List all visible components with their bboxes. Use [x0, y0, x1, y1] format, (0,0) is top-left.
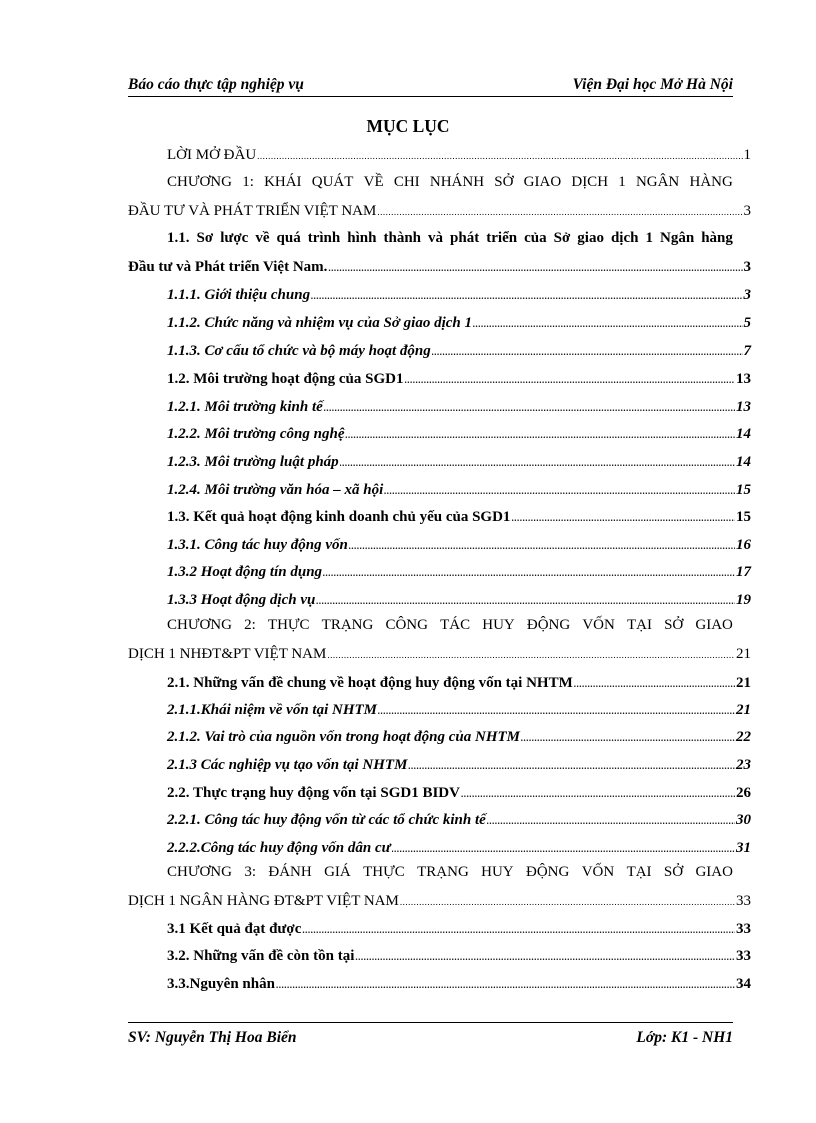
toc-entry[interactable]	[167, 674, 751, 692]
toc-entry-title: 2.1.3 Các nghiệp vụ tạo vốn tại NHTM	[167, 757, 408, 773]
toc-entry-title: 1.1.3. Cơ cấu tổ chức và bộ máy hoạt động	[167, 343, 431, 359]
toc-entry[interactable]	[167, 536, 751, 554]
toc-entry-title: 2.2. Thực trạng huy động vốn tại SGD1 BIDV	[167, 785, 460, 801]
toc-dot-leader	[257, 152, 742, 161]
toc-entry[interactable]	[167, 784, 751, 802]
header-institution: Viện Đại học Mở Hà Nội	[572, 76, 733, 93]
toc-dot-leader	[487, 817, 735, 826]
toc-dot-leader	[473, 320, 743, 329]
toc-page-number: 13	[736, 399, 751, 415]
toc-page-number: 33	[736, 921, 751, 937]
toc-page-number: 26	[736, 785, 751, 801]
toc-entry[interactable]	[167, 481, 751, 499]
toc-entry[interactable]	[167, 286, 751, 304]
toc-entry-title: 2.2.2.Công tác huy động vốn dân cư	[167, 840, 391, 856]
toc-dot-leader	[408, 762, 735, 771]
toc-dot-leader	[574, 680, 735, 689]
toc-entry[interactable]	[167, 920, 751, 938]
toc-entry-title: 2.1. Những vấn đề chung về hoạt động huy động vốn tại NHTM	[167, 675, 573, 691]
toc-entry[interactable]	[167, 728, 751, 746]
toc-page-number: 21	[736, 675, 751, 691]
toc-page-number: 30	[736, 812, 751, 828]
toc-entry[interactable]	[167, 563, 751, 581]
toc-dot-leader	[461, 790, 735, 799]
toc-dot-leader	[349, 542, 735, 551]
toc-page-number: 21	[736, 646, 751, 662]
toc-entry-first-line[interactable]: CHƯƠNG 1: KHÁI QUÁT VỀ CHI NHÁNH SỞ GIAO DỊCH 1 NGÂN HÀNG	[167, 174, 733, 190]
toc-entry[interactable]	[128, 892, 751, 910]
toc-page-number: 23	[736, 757, 751, 773]
toc-page-number: 17	[736, 564, 751, 580]
toc-dot-leader	[378, 707, 735, 716]
toc-page-number: 15	[736, 482, 751, 498]
toc-page-number: 5	[743, 315, 751, 331]
toc-entry-title: Đầu tư và Phát triển Việt Nam.	[128, 259, 328, 275]
toc-entry-title: ĐẦU TƯ VÀ PHÁT TRIỂN VIỆT NAM	[128, 203, 377, 219]
toc-entry-first-line[interactable]: 1.1. Sơ lược về quá trình hình thành và phát triển của Sở giao dịch 1 Ngân hàng	[167, 230, 733, 246]
toc-entry[interactable]	[167, 508, 751, 526]
toc-entry-title: 2.2.1. Công tác huy động vốn từ các tổ chức kinh tế	[167, 812, 486, 828]
toc-page-number: 16	[736, 537, 751, 553]
toc-entry-title: DỊCH 1 NHĐT&PT VIỆT NAM	[128, 646, 327, 662]
toc-entry-title: 3.1 Kết quả đạt được	[167, 921, 302, 937]
toc-page-number: 19	[736, 592, 751, 608]
toc-page-number: 15	[736, 509, 751, 525]
toc-entry-first-line[interactable]: CHƯƠNG 3: ĐÁNH GIÁ THỰC TRẠNG HUY ĐỘNG VỐN TẠI SỞ GIAO	[167, 864, 733, 880]
toc-page-number: 7	[743, 343, 751, 359]
toc-entry[interactable]	[167, 425, 751, 443]
toc-entry-title: 1.2.2. Môi trường công nghệ	[167, 426, 345, 442]
toc-dot-leader	[400, 898, 735, 907]
toc-entry[interactable]	[167, 314, 751, 332]
page-footer	[128, 1022, 733, 1047]
toc-entry-title: 2.1.1.Khái niệm về vốn tại NHTM	[167, 702, 377, 718]
toc-entry-title: 1.3. Kết quả hoạt động kinh doanh chủ yếu của SGD1	[167, 509, 511, 525]
toc-entry-title: 1.3.2 Hoạt động tín dụng	[167, 564, 323, 580]
toc-page-number: 3	[743, 203, 751, 219]
toc-entry-title: 1.1.2. Chức năng và nhiệm vụ của Sở giao dịch 1	[167, 315, 472, 331]
toc-page-number: 14	[736, 426, 751, 442]
toc-entry-title: 3.3.Nguyên nhân	[167, 976, 275, 992]
toc-entry-title: 2.1.2. Vai trò của nguồn vốn trong hoạt động của NHTM	[167, 729, 520, 745]
toc-page-number: 34	[736, 976, 751, 992]
toc-entry[interactable]	[167, 146, 751, 164]
toc-dot-leader	[311, 292, 742, 301]
toc-page-number: 3	[743, 259, 751, 275]
toc-entry[interactable]	[128, 258, 751, 276]
toc-entry[interactable]	[167, 591, 751, 609]
footer-class: Lớp: K1 - NH1	[636, 1029, 733, 1046]
toc-entry[interactable]	[167, 398, 751, 416]
toc-page-number: 14	[736, 454, 751, 470]
toc-entry-title: 1.3.1. Công tác huy động vốn	[167, 537, 348, 553]
toc-dot-leader	[377, 208, 742, 217]
footer-student-name: SV: Nguyễn Thị Hoa Biển	[128, 1029, 297, 1046]
toc-page-number: 33	[736, 893, 751, 909]
toc-dot-leader	[340, 459, 735, 468]
toc-entry[interactable]	[167, 947, 751, 965]
toc-entry[interactable]	[128, 202, 751, 220]
toc-dot-leader	[384, 487, 735, 496]
toc-dot-leader	[327, 651, 735, 660]
toc-page-number: 22	[736, 729, 751, 745]
toc-entry[interactable]	[167, 811, 751, 829]
toc-entry[interactable]	[128, 645, 751, 663]
page-title: MỤC LỤC	[366, 116, 450, 136]
toc-dot-leader	[432, 348, 743, 357]
toc-entry-title: 1.3.3 Hoạt động dịch vụ	[167, 592, 316, 608]
toc-entry-first-line[interactable]: CHƯƠNG 2: THỰC TRẠNG CÔNG TÁC HUY ĐỘNG VỐN TẠI SỞ GIAO	[167, 617, 733, 633]
toc-dot-leader	[316, 597, 735, 606]
toc-entry-title: 1.2. Môi trường hoạt động của SGD1	[167, 371, 404, 387]
toc-entry[interactable]	[167, 756, 751, 774]
toc-dot-leader	[405, 376, 736, 385]
toc-entry[interactable]	[167, 453, 751, 471]
toc-entry-title: LỜI MỞ ĐẦU	[167, 147, 257, 163]
toc-dot-leader	[392, 845, 735, 854]
toc-dot-leader	[521, 734, 735, 743]
toc-entry[interactable]	[167, 975, 751, 993]
toc-entry-title: 1.1.1. Giới thiệu chung	[167, 287, 311, 303]
toc-dot-leader	[328, 264, 742, 273]
toc-entry[interactable]	[167, 370, 751, 388]
toc-entry-title: 3.2. Những vấn đề còn tồn tại	[167, 948, 355, 964]
toc-page-number: 3	[743, 287, 751, 303]
toc-dot-leader	[276, 981, 735, 990]
toc-entry[interactable]	[167, 701, 751, 719]
toc-page-number: 13	[736, 371, 751, 387]
toc-entry[interactable]	[167, 342, 751, 360]
toc-page-number: 1	[743, 147, 751, 163]
toc-page-number: 33	[736, 948, 751, 964]
page-header	[128, 74, 733, 97]
toc-page-number: 21	[736, 702, 751, 718]
header-report-title: Báo cáo thực tập nghiệp vụ	[128, 76, 304, 93]
toc-entry-title: 1.2.4. Môi trường văn hóa – xã hội	[167, 482, 384, 498]
toc-entry-title: DỊCH 1 NGÂN HÀNG ĐT&PT VIỆT NAM	[128, 893, 399, 909]
toc-entry-title: 1.2.3. Môi trường luật pháp	[167, 454, 339, 470]
toc-entry[interactable]	[167, 839, 751, 857]
toc-entry-title: 1.2.1. Môi trường kinh tế	[167, 399, 323, 415]
toc-dot-leader	[302, 926, 735, 935]
toc-dot-leader	[323, 569, 735, 578]
toc-dot-leader	[511, 514, 735, 523]
toc-dot-leader	[324, 404, 735, 413]
toc-page-number: 31	[736, 840, 751, 856]
toc-dot-leader	[345, 431, 735, 440]
toc-dot-leader	[355, 953, 735, 962]
